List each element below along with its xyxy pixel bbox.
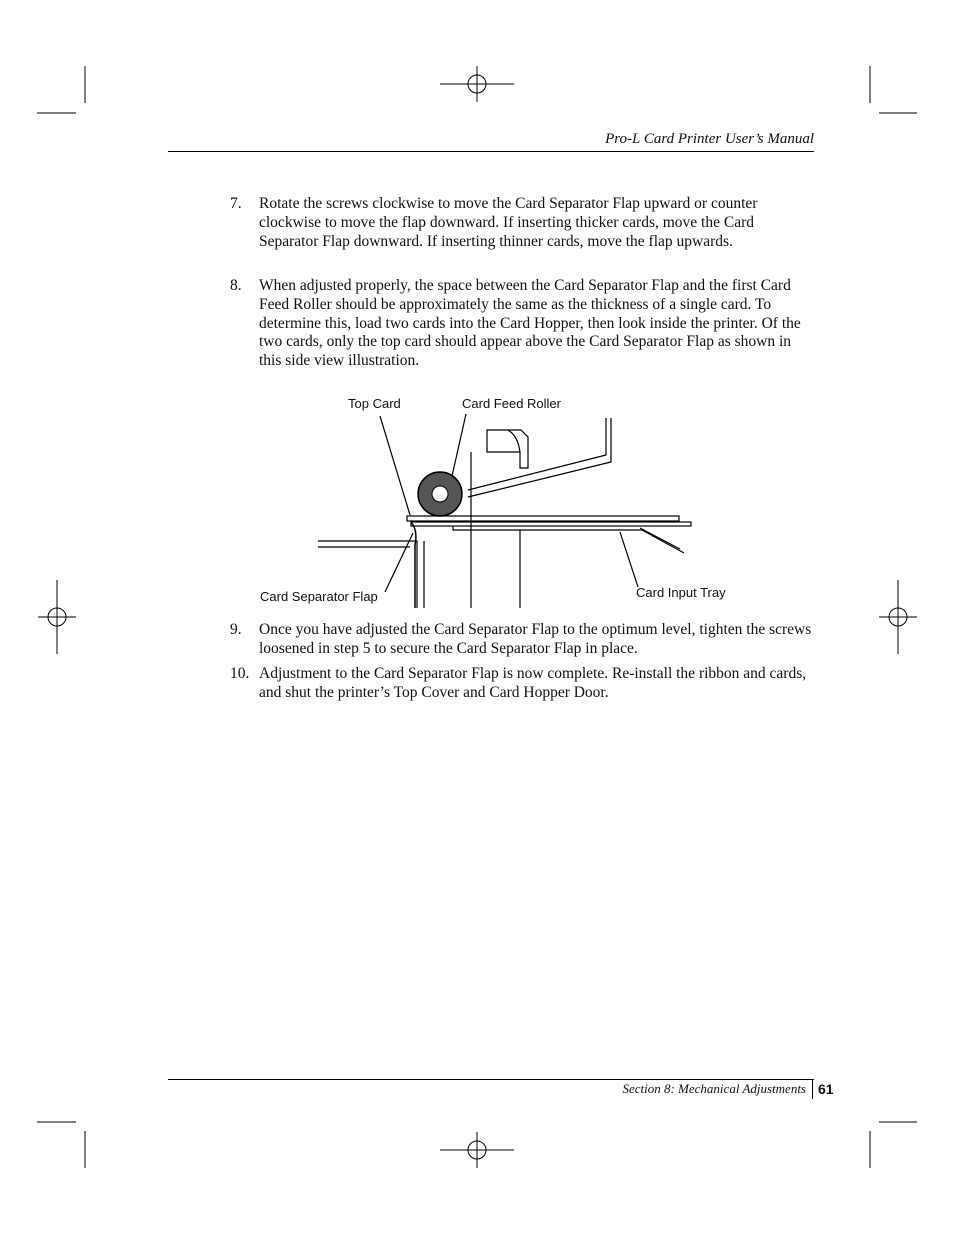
page-number: 61 — [818, 1081, 834, 1097]
registration-target-right — [879, 580, 917, 654]
footer-section-title: Section 8: Mechanical Adjustments — [622, 1081, 806, 1096]
step-number: 8. — [230, 277, 242, 294]
registration-target-left — [38, 580, 76, 654]
step-7 — [230, 195, 815, 251]
footer-divider — [812, 1080, 813, 1099]
label-card-feed-roller: Card Feed Roller — [462, 396, 561, 411]
step-text: When adjusted properly, the space between the Card Separator Flap and the first Card Feed Roller should be approximately the same as the thickness of a single card. To determine this, load two cards into the Card Hopper, then look inside the printer. Of the two cards, only the top card should appear above the Card Separator Flap as shown in this side view illustration. — [259, 277, 801, 370]
header-rule — [168, 151, 814, 152]
footer-rule — [168, 1079, 814, 1080]
registration-target-bottom — [440, 1132, 514, 1168]
side-view-drawing — [250, 390, 710, 612]
step-10 — [230, 665, 815, 703]
step-text: Adjustment to the Card Separator Flap is now complete. Re-install the ribbon and cards, and shut the printer’s Top Cover and Card Hopper Door. — [259, 665, 807, 701]
step-number: 7. — [230, 195, 242, 212]
step-text: Rotate the screws clockwise to move the Card Separator Flap upward or counter clockwise to move the flap downward. If inserting thicker cards, move the Card Separator Flap downward. If inserting thinner cards, move the flap upwards. — [259, 195, 758, 250]
step-text: Once you have adjusted the Card Separator Flap to the optimum level, tighten the screws loosened in step 5 to secure the Card Separator Flap in place. — [259, 621, 812, 657]
step-number: 9. — [230, 621, 242, 638]
side-view-illustration — [250, 390, 726, 612]
label-card-separator-flap: Card Separator Flap — [260, 589, 378, 604]
label-card-input-tray: Card Input Tray — [636, 585, 726, 600]
step-number: 10. — [230, 665, 250, 682]
step-8 — [230, 277, 815, 371]
label-top-card: Top Card — [348, 396, 401, 411]
running-header-title: Pro-L Card Printer User’s Manual — [605, 131, 814, 147]
step-9 — [230, 621, 815, 659]
registration-target-top — [440, 66, 514, 102]
